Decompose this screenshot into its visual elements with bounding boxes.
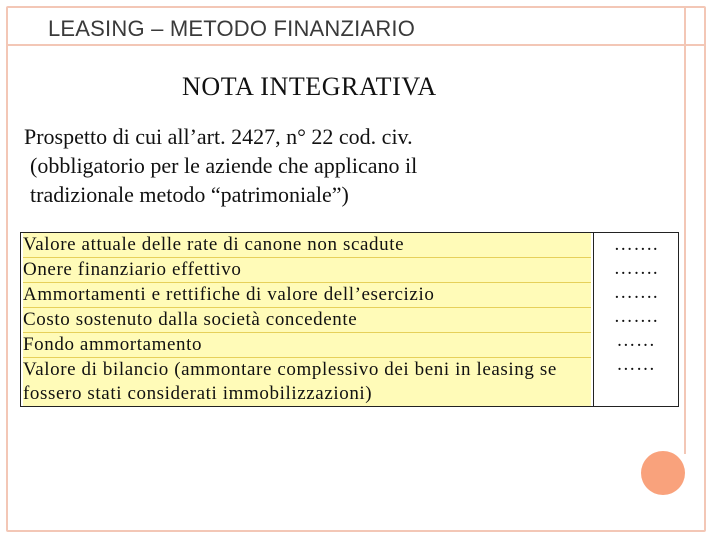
row-value: …….: [613, 282, 659, 303]
row-value: ……: [616, 354, 656, 375]
decorative-circle: [641, 451, 685, 495]
row-label: Fondo ammortamento: [23, 333, 591, 358]
row-value: ……: [616, 330, 656, 351]
nota-table: [20, 232, 679, 407]
values-cell: [594, 233, 679, 407]
description-line: tradizionale metodo “patrimoniale”): [30, 182, 349, 207]
row-value: …….: [613, 306, 659, 327]
row-label: Valore attuale delle rate di canone non scadute: [23, 233, 591, 258]
labels-cell: [21, 233, 594, 407]
vertical-rule: [684, 6, 686, 454]
horizontal-rule: [6, 44, 706, 46]
row-label: Valore di bilancio (ammontare complessivo dei beni in leasing se fossero stati considerati immobilizzazioni): [23, 358, 591, 406]
row-label: Costo sostenuto dalla società concedente: [23, 308, 591, 333]
description: [24, 122, 624, 209]
row-label: Ammortamenti e rettifiche di valore dell’esercizio: [23, 283, 591, 308]
row-value: …….: [613, 234, 659, 255]
row-label: Onere finanziario effettivo: [23, 258, 591, 283]
section-subtitle: NOTA INTEGRATIVA: [182, 72, 437, 101]
table-row: [21, 233, 679, 407]
description-line: Prospetto di cui all’art. 2427, n° 22 cod. civ.: [24, 124, 413, 149]
slide-title: LEASING – METODO FINANZIARIO: [48, 16, 416, 41]
description-line: (obbligatorio per le aziende che applicano il: [30, 153, 418, 178]
row-value: …….: [613, 258, 659, 279]
